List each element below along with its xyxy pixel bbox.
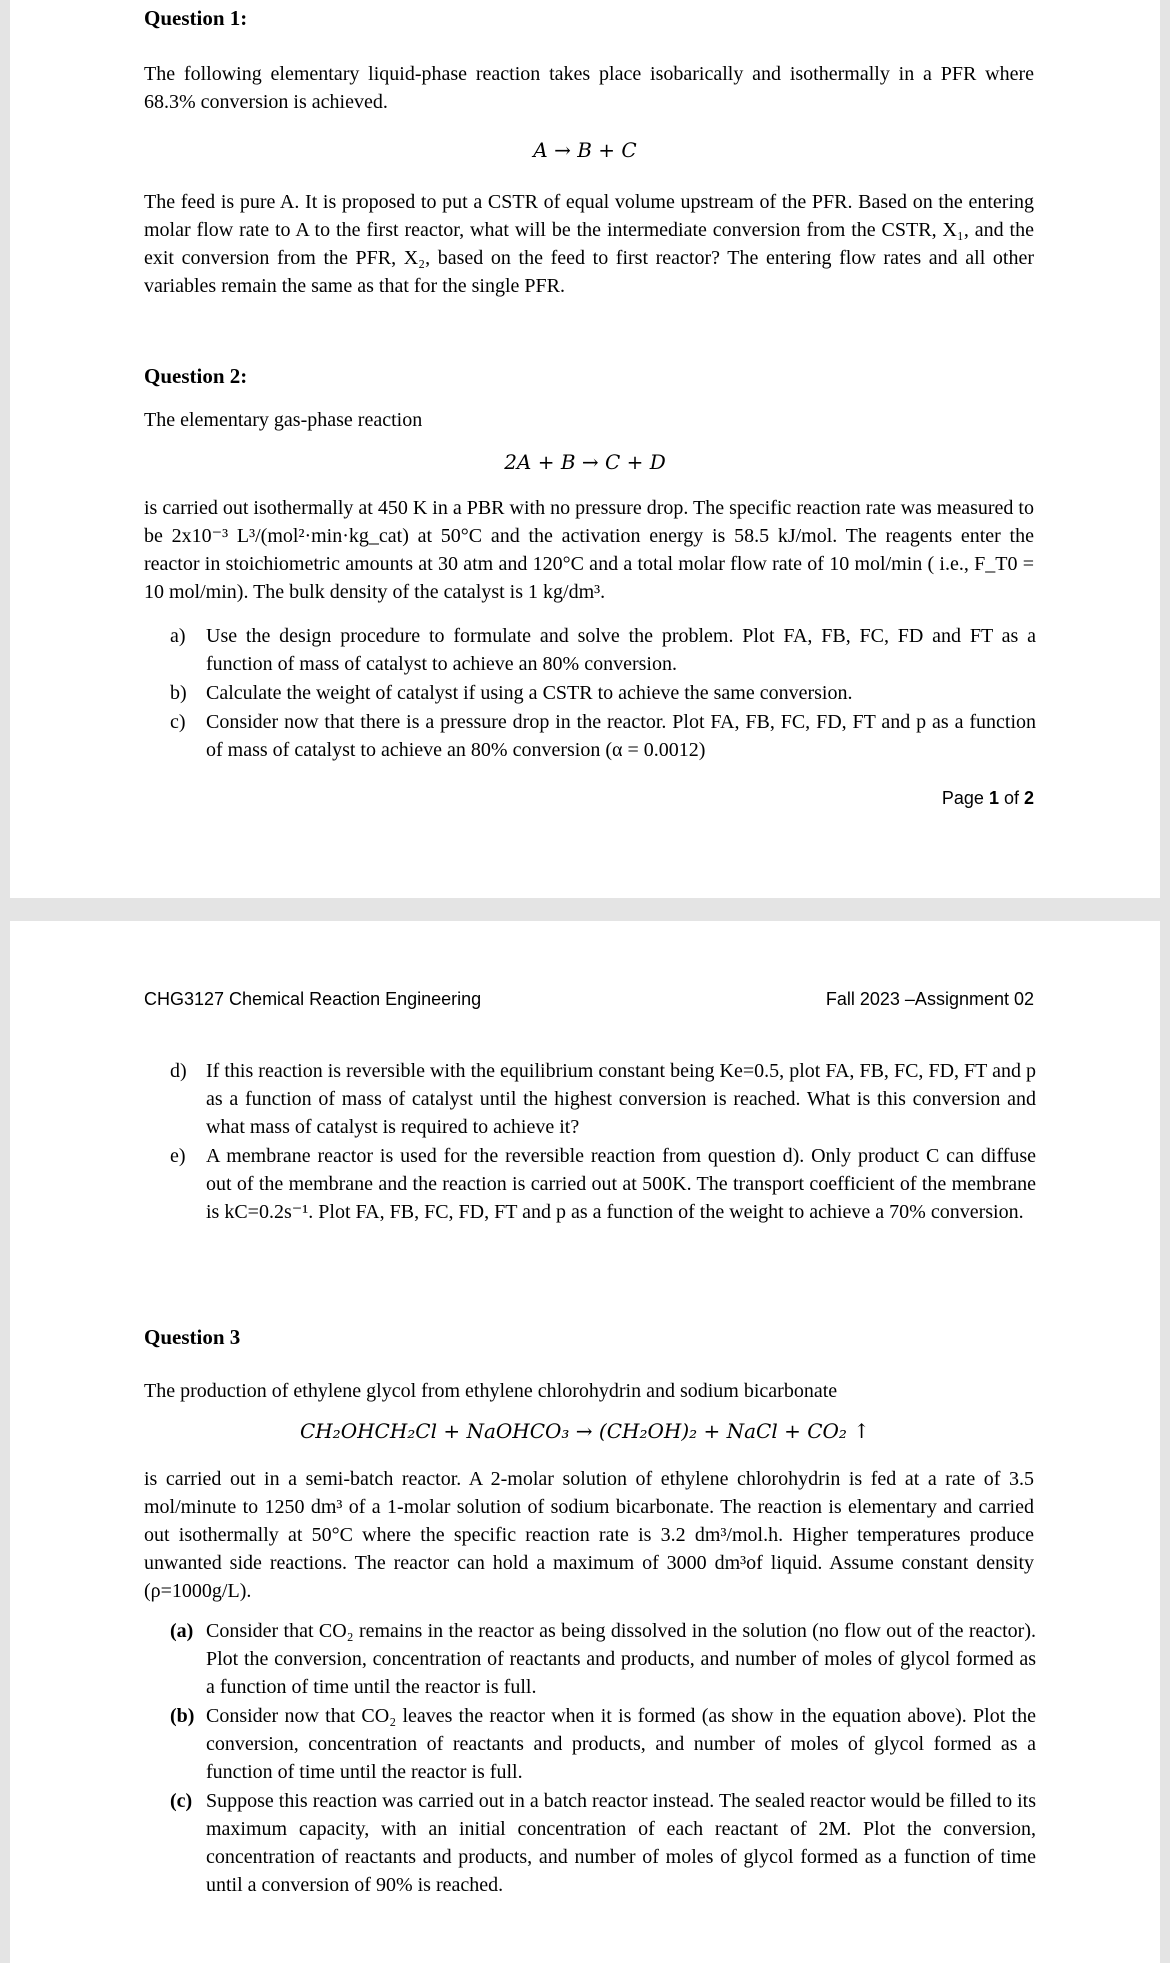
question-1-intro: The following elementary liquid-phase reaction takes place isobarically and isothermally in a PFR where 68.3% conversion is achieved. — [144, 63, 1034, 113]
question-1-body: The feed is pure A. It is proposed to put a CSTR of equal volume upstream of the PFR. Based on the entering molar flow rate to A to the first reactor, what will be the intermediate conversion from the CSTR, X₁, and the exit conversion from the PFR, X₂, based on the feed to first reactor? The entering flow rates and all other variables remain the same as that for the single PFR. — [144, 191, 1034, 297]
document-page-2 — [10, 921, 1160, 1963]
question-2-parts-list — [170, 622, 1036, 765]
question-1-equation: A → B + C — [533, 138, 637, 162]
document-page-1 — [10, 0, 1160, 898]
question-3-intro: The production of ethylene glycol from ethylene chlorohydrin and sodium bicarbonate — [144, 1380, 838, 1402]
question-3-part-a: (a) Consider that CO₂ remains in the reactor as being dissolved in the solution (no flow out of the reactor). Plot the conversion, concentration of reactants and products, and number of moles of glycol formed as a function of time until the reactor is full. — [170, 1620, 1036, 1698]
question-2-part-d: d) If this reaction is reversible with the equilibrium constant being Ke=0.5, plot FA, FB, FC, FD, FT and p as a function of mass of catalyst until the highest conversion is reached. What is this conversion and what mass of catalyst is required to achieve it? — [170, 1060, 1036, 1138]
question-2-parts-continued — [170, 1057, 1036, 1227]
question-2-part-b: b) Calculate the weight of catalyst if using a CSTR to achieve the same conversion. — [170, 682, 853, 704]
question-2-intro: The elementary gas-phase reaction — [144, 409, 423, 431]
question-3-equation: CH₂OHCH₂Cl + NaOHCO₃ → (CH₂OH)₂ + NaCl + CO₂ ↑ — [299, 1419, 871, 1443]
page-number: Page 1 of 2 — [941, 788, 1034, 808]
course-header: CHG3127 Chemical Reaction Engineering — [144, 989, 482, 1009]
question-2-part-c: c) Consider now that there is a pressure drop in the reactor. Plot FA, FB, FC, FD, FT and p as a function of mass of catalyst to achieve an 80% conversion (α = 0.0012) — [170, 711, 1036, 761]
question-3-parts-list — [170, 1617, 1036, 1900]
question-2-equation: 2A + B → C + D — [504, 450, 666, 474]
question-3-part-c: (c) Suppose this reaction was carried out in a batch reactor instead. The sealed reactor would be filled to its maximum capacity, with an initial concentration of each reactant of 2M. Plot the conversion, concentration of reactants and products, and number of moles of glycol formed as a function of time until a conversion of 90% is reached. — [170, 1790, 1036, 1896]
question-2-body: is carried out isothermally at 450 K in a PBR with no pressure drop. The specific reaction rate was measured to be 2x10⁻³ L³/(mol²·min·kg_cat) at 50°C and the activation energy is 58.5 kJ/mol. The reagents enter the reactor in stoichiometric amounts at 30 atm and 120°C and a total molar flow rate of 10 mol/min ( i.e., F_T0 = 10 mol/min). The bulk density of the catalyst is 1 kg/dm³. — [144, 497, 1034, 603]
question-2-part-a: a) Use the design procedure to formulate and solve the problem. Plot FA, FB, FC, FD and FT as a function of mass of catalyst to achieve an 80% conversion. — [170, 625, 1036, 675]
question-3-part-b: (b) Consider now that CO₂ leaves the reactor when it is formed (as show in the equation above). Plot the conversion, concentration of reactants and products, and number of moles of glycol formed as a function of time until the reactor is full. — [170, 1705, 1036, 1783]
question-2-part-e: e) A membrane reactor is used for the reversible reaction from question d). Only product C can diffuse out of the membrane and the reaction is carried out at 500K. The transport coefficient of the membrane is kC=0.2s⁻¹. Plot FA, FB, FC, FD, FT and p as a function of the weight to achieve a 70% conversion. — [170, 1145, 1036, 1223]
question-3-body: is carried out in a semi-batch reactor. A 2-molar solution of ethylene chlorohydrin is fed at a rate of 3.5 mol/minute to 1250 dm³ of a 1-molar solution of sodium bicarbonate. The reaction is elementary and carried out isothermally at 50°C where the specific reaction rate is 3.2 dm³/mol.h. Higher temperatures produce unwanted side reactions. The reactor can hold a maximum of 3000 dm³of liquid. Assume constant density (ρ=1000g/L). — [144, 1468, 1034, 1602]
question-1-heading: Question 1: — [144, 6, 248, 30]
question-3-heading: Question 3 — [144, 1325, 241, 1349]
question-2-heading: Question 2: — [144, 364, 248, 388]
assignment-header: Fall 2023 –Assignment 02 — [825, 989, 1034, 1009]
